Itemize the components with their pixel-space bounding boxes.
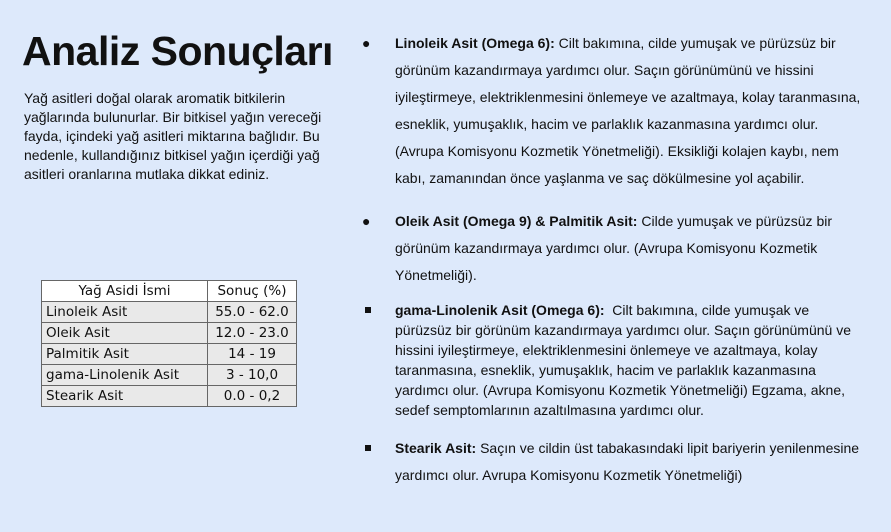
column-header-name: Yağ Asidi İsmi <box>42 281 208 302</box>
table-cell-value: 3 - 10,0 <box>208 365 297 386</box>
table-cell-name: gama-Linolenik Asit <box>42 365 208 386</box>
item-heading: Linoleik Asit (Omega 6): <box>395 35 555 51</box>
item-heading: Stearik Asit: <box>395 440 477 456</box>
table-row <box>42 302 297 323</box>
table-cell-name: Stearik Asit <box>42 386 208 407</box>
table-cell-value: 0.0 - 0,2 <box>208 386 297 407</box>
list-item-linoleic <box>362 30 867 192</box>
page-title: Analiz Sonuçları <box>22 28 333 74</box>
square-bullet-icon <box>365 307 371 313</box>
list-item-gamma-linolenic <box>362 300 867 420</box>
table-cell-name: Linoleik Asit <box>42 302 208 323</box>
round-bullet-icon: ● <box>362 213 371 229</box>
item-heading: gama-Linolenik Asit (Omega 6): <box>395 302 605 318</box>
square-bullet-icon <box>365 445 371 451</box>
table-cell-name: Palmitik Asit <box>42 344 208 365</box>
acid-description-list <box>362 30 867 489</box>
table-cell-name: Oleik Asit <box>42 323 208 344</box>
round-bullet-icon: ● <box>362 35 371 51</box>
item-text: Cilde yumuşak ve pürüzsüz bir görünüm kazandırmaya yardımcı olur. (Avrupa Komisyonu Kozmetik Yönetmeliği). <box>395 213 833 283</box>
fatty-acid-table <box>41 280 297 407</box>
list-item-stearic <box>362 435 867 489</box>
table-row <box>42 386 297 407</box>
item-text: Saçın ve cildin üst tabakasındaki lipit bariyerin yenilenmesine yardımcı olur. Avrupa Komisyonu Kozmetik Yönetmeliği) <box>395 440 860 483</box>
item-text: Cilt bakımına, cilde yumuşak ve pürüzsüz bir görünüm kazandırmaya yardımcı olur. Saçın görünümünü ve hissini iyileştirmeye, elektriklenmesini önlemeye ve azaltmaya, kolay taranmasına, esneklik, yumuşaklık, hacim ve parlaklık kazanmasına yardımcı olur. (Avrupa Komisyonu Kozmetik Yönetmeliği) Egzama, akne, sedef semptomlarının azaltılmasına yardımcı olur. <box>395 302 855 418</box>
table-header-row <box>42 281 297 302</box>
intro-paragraph: Yağ asitleri doğal olarak aromatik bitkilerin yağlarında bulunurlar. Bir bitkisel yağın vereceği fayda, içindeki yağ asitleri miktarına bağlıdır. Bu nedenle, kullandığınız bitkisel yağın içerdiği yağ asitleri oranlarına mutlaka dikkat ediniz. <box>24 90 322 182</box>
table-cell-value: 14 - 19 <box>208 344 297 365</box>
item-heading: Oleik Asit (Omega 9) & Palmitik Asit: <box>395 213 638 229</box>
table-row <box>42 365 297 386</box>
table-row <box>42 344 297 365</box>
table-row <box>42 323 297 344</box>
column-header-result: Sonuç (%) <box>208 281 297 302</box>
item-text: Cilt bakımına, cilde yumuşak ve pürüzsüz bir görünüm kazandırmaya yardımcı olur. Saçın görünümünü ve hissini iyileştirmeye, elektriklenmesini önlemeye ve azaltmaya, kolay taranmasına, esneklik, yumuşaklık, hacim ve parlaklık kazanmasına yardımcı olur. (Avrupa Komisyonu Kozmetik Yönetmeliği). Eksikliği kolajen kaybı, nem kabı, zamanından önce yaşlanma ve saç dökülmesine yol açabilir. <box>395 35 861 186</box>
table-cell-value: 12.0 - 23.0 <box>208 323 297 344</box>
list-item-oleic <box>362 208 867 289</box>
table-cell-value: 55.0 - 62.0 <box>208 302 297 323</box>
